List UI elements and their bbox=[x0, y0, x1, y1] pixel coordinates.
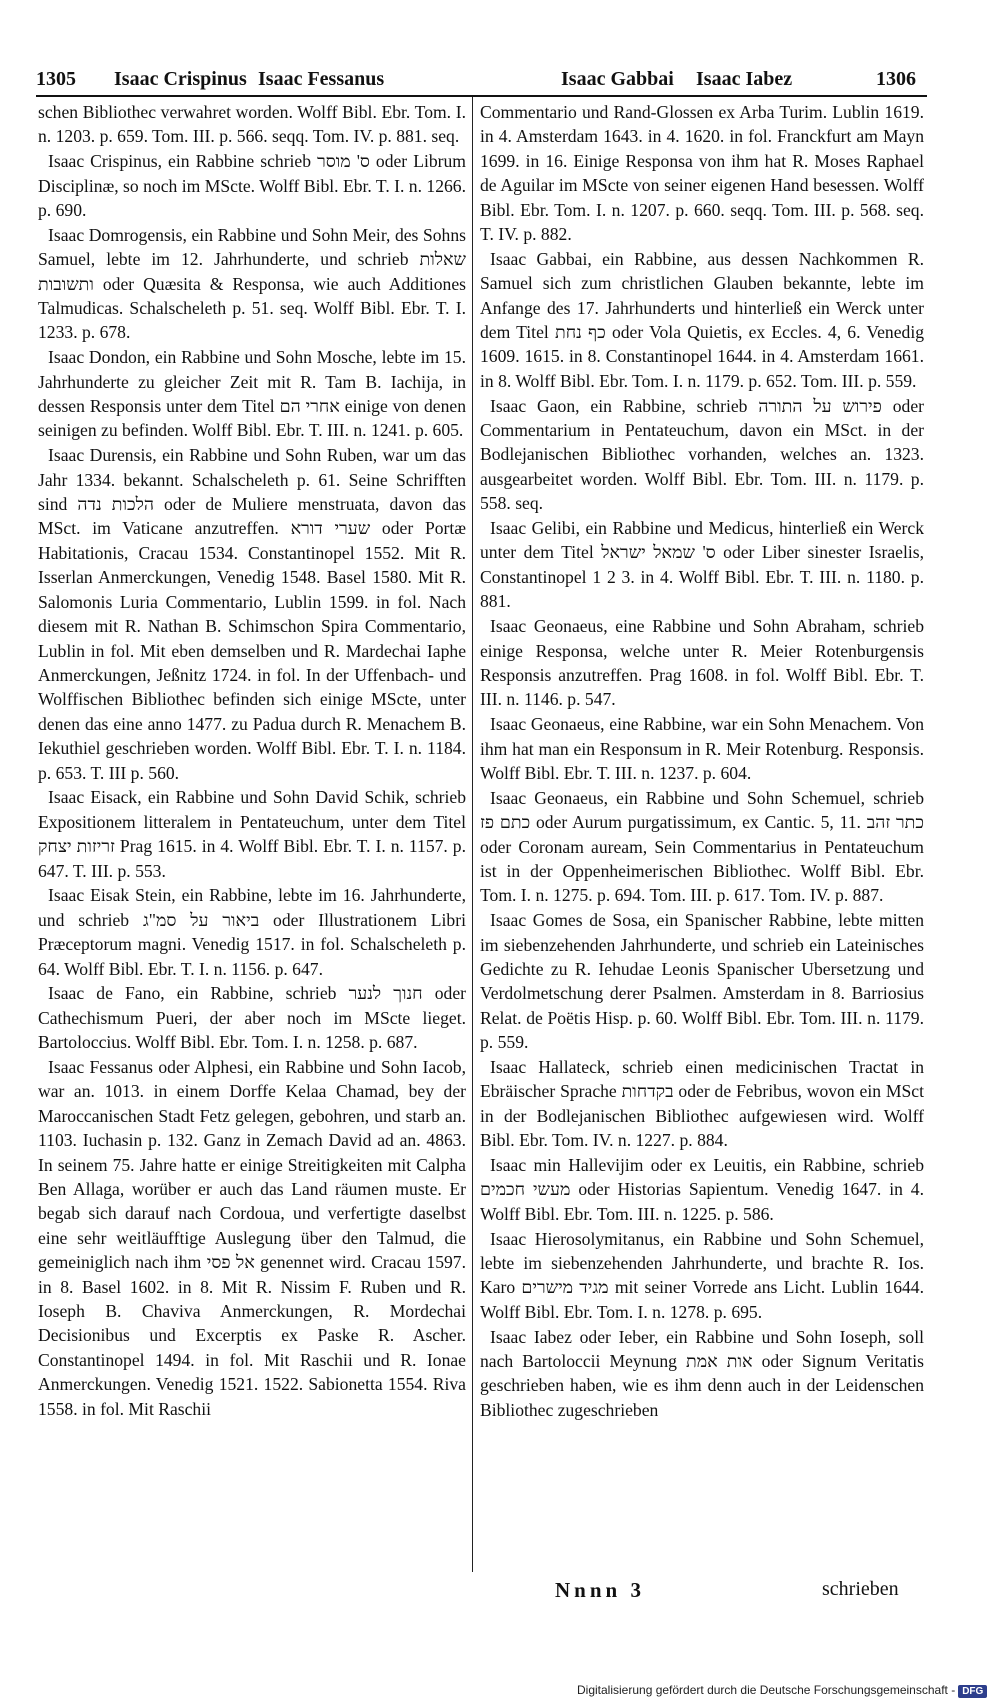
entry-paragraph: Isaac de Fano, ein Rabbine, schrieb חנוך לנער oder Cathechismum Pueri, der aber noch im MScte lieget. Bartoloccius. Wolff Bibl. Ebr. Tom. I. n. 1258. p. 687. bbox=[38, 983, 466, 1053]
running-header bbox=[36, 62, 940, 92]
entry-paragraph: Isaac min Hallevijim oder ex Leuitis, ein Rabbine, schrieb מעשי חכמים oder Historias Sapientum. Venedig 1647. in 4. Wolff Bibl. Ebr. Tom. III. n. 1225. p. 586. bbox=[480, 1154, 924, 1224]
entry-paragraph: Isaac Iabez oder Ieber, ein Rabbine und Sohn Ioseph, soll nach Bartoloccii Meynung אות אמת oder Signum Veritatis geschrieben haben, wie es ihm denn auch in der Leidenschen Bibliothec zugeschrieben bbox=[480, 1326, 924, 1420]
page-number-left: 1305 bbox=[36, 68, 76, 90]
left-heading-1: Isaac Crispinus bbox=[114, 68, 247, 90]
entry-paragraph: Isaac Geonaeus, ein Rabbine und Sohn Schemuel, schrieb כתם פז oder Aurum purgatissimum, ex Cantic. 5, 11. כתר זהב oder Coronam auream, Sein Commentarius in Pentateuchum ist in der Oppenheimerischen Bibliothec. Wolff Bibl. Ebr. Tom. I. n. 1275. p. 694. Tom. III. p. 617. Tom. IV. p. 887. bbox=[480, 787, 924, 906]
entry-paragraph: Isaac Fessanus oder Alphesi, ein Rabbine und Sohn Iacob, war an. 1013. in einem Dorffe Kelaa Chamad, bey der Maroccanischen Stadt Fetz gelegen, gebohren, und starb an. 1103. Iuchasin p. 132. Ganz in Zemach David ad an. 4863. In seinem 75. Jahre hatte er einige Streitigkeiten mit Calpha Ben Allaga, worüber er auch das Land räumen muste. Er begab sich darauf nach Cordoua, und verfertigte daselbst eine sehr weitläufftige Auslegung über den Talmud, die gemeiniglich nach ihm אל פסי genennet wird. Cracau 1597. in 8. Basel 1602. in 8. Mit R. Nissim F. Ruben und R. Ioseph B. Chaviva Anmerckungen, R. Mordechai Decisionibus und Excerptis ex Paske R. Ascher. Constantinopel 1494. in fol. Mit Raschii und R. Ionae Anmerckungen. Venedig 1521. 1522. Sabionetta 1554. Riva 1558. in fol. Mit Raschii bbox=[38, 1056, 466, 1419]
entry-paragraph: Isaac Gabbai, ein Rabbine, aus dessen Nachkommen R. Samuel sich zum christlichen Glauben bekannte, lebte im Anfange des 17. Jahrhunderts und hinterließ ein Werck unter dem Titel כף נחת oder Vola Quietis, ex Eccles. 4, 6. Venedig 1609. 1615. in 8. Constantinopel 1644. in 4. Amsterdam 1661. in 8. Wolff Bibl. Ebr. Tom. I. n. 1179. p. 652. Tom. III. p. 559. bbox=[480, 248, 925, 391]
entry-paragraph: Isaac Hallateck, schrieb einen medicinischen Tractat in Ebräischer Sprache בקדחות oder de Febribus, wovon ein MSct in der Bodlejanischen Bibliothec aufgewiesen wird. Wolff Bibl. Ebr. Tom. IV. n. 1227. p. 884. bbox=[480, 1056, 924, 1151]
entry-paragraph: schen Bibliothec verwahret worden. Wolff Bibl. Ebr. Tom. I. n. 1203. p. 659. Tom. III. p. 566. seqq. Tom. IV. p. 881. seq. bbox=[38, 102, 466, 147]
right-column bbox=[480, 100, 924, 1423]
right-heading-2: Isaac Iabez bbox=[696, 68, 793, 90]
entry-paragraph: Isaac Geonaeus, eine Rabbine und Sohn Abraham, schrieb einige Responsa, welche unter R. Meier Rotenburgensis Responsis anzutreffen. Prag 1608. in fol. Wolff Bibl. Ebr. T. III. n. 1146. p. 547. bbox=[480, 616, 924, 710]
entry-paragraph: Isaac Gelibi, ein Rabbine und Medicus, hinterließ ein Werck unter dem Titel ס' שמאל ישראל oder Liber sinester Israelis, Constantinopel 1 2 3. in 4. Wolff Bibl. Ebr. T. III. n. 1180. p. 881. bbox=[480, 518, 924, 612]
signature-mark: Nnnn 3 bbox=[555, 1578, 645, 1602]
entry-paragraph: Commentario und Rand-Glossen ex Arba Turim. Lublin 1619. in 4. Amsterdam 1643. in 4. 1620. in fol. Franckfurt am Mayn 1699. in 16. Einige Responsa von ihm hat R. Moses Raphael de Aguilar im MScte von seiner eigenen Hand besessen. Wolff Bibl. Ebr. Tom. I. n. 1207. p. 660. seqq. Tom. III. p. 568. seq. T. IV. p. 882. bbox=[480, 102, 924, 245]
right-heading-1: Isaac Gabbai bbox=[561, 68, 674, 90]
entry-paragraph: Isaac Crispinus, ein Rabbine schrieb ס' מוסר oder Librum Disciplinæ, so noch im MScte. Wolff Bibl. Ebr. T. I. n. 1266. p. 690. bbox=[38, 151, 466, 221]
entry-paragraph: Isaac Domrogensis, ein Rabbine und Sohn Meir, des Sohns Samuel, lebte im 12. Jahrhunderte, und schrieb שאלות ותשובות oder Quæsita & Responsa, wie auch Additiones Talmudicas. Schalscheleth p. 51. seq. Wolff Bibl. Ebr. T. I. 1233. p. 678. bbox=[38, 224, 466, 343]
entry-paragraph: Isaac Hierosolymitanus, ein Rabbine und Sohn Schemuel, lebte im siebenzehenden Jahrhunderte, und brachte R. Ios. Karo מגיד מישרים mit seiner Vorrede ans Licht. Lublin 1644. Wolff Bibl. Ebr. Tom. I. n. 1278. p. 695. bbox=[480, 1228, 924, 1322]
dfg-logo: DFG bbox=[958, 1685, 987, 1698]
entry-paragraph: Isaac Geonaeus, eine Rabbine, war ein Sohn Menachem. Von ihm hat man ein Responsum in R. Meir Rotenburg. Responsis. Wolff Bibl. Ebr. T. III. n. 1237. p. 604. bbox=[480, 714, 924, 783]
credit-text: Digitalisierung gefördert durch die Deutsche Forschungsgemeinschaft - bbox=[577, 1683, 956, 1697]
entry-paragraph: Isaac Gaon, ein Rabbine, schrieb פירוש על התורה oder Commentarium in Pentateuchum, davon ein MSct. in der Bodlejanischen Bibliothec vorhanden, welches an. 1323. ausgearbeitet worden. Wolff Bibl. Ebr. Tom. III. n. 1179. p. 558. seq. bbox=[480, 395, 924, 514]
page-number-right: 1306 bbox=[876, 68, 916, 90]
entry-paragraph: Isaac Durensis, ein Rabbine und Sohn Ruben, war um das Jahr 1334. bekannt. Schalscheleth p. 61. Seine Schrifften sind הלכות נדה oder de Muliere menstruata, davon das MSct. im Vaticane anzutreffen. שערי דורא oder Portæ Habitationis, Cracau 1534. Constantinopel 1552. Mit R. Isserlan Anmerckungen, Venedig 1548. Basel 1580. Mit R. Salomonis Luria Commentario, Lublin 1599. in fol. Nach diesem mit R. Nathan B. Schimschon Spira Commentario, Lublin in fol. Mit eben demselben und R. Mardechai Iaphe Anmerckungen, Jeßnitz 1724. in fol. In der Uffenbach- und Wolffischen Bibliothec befinden sich einige MScte, unter denen das eine anno 1477. zu Padua durch R. Menachem B. Iekuthiel geschrieben worden. Wolff Bibl. Ebr. T. I. n. 1184. p. 653. T. III p. 560. bbox=[38, 445, 467, 783]
entry-paragraph: Isaac Eisak Stein, ein Rabbine, lebte im 16. Jahrhunderte, und schrieb ביאור על סמ"ג oder Illustrationem Libri Præceptorum magni. Venedig 1517. in fol. Schalscheleth p. 64. Wolff Bibl. Ebr. T. I. n. 1156. p. 647. bbox=[38, 885, 466, 979]
column-divider bbox=[472, 97, 473, 1572]
header-rule bbox=[36, 95, 927, 97]
left-heading-2: Isaac Fessanus bbox=[258, 68, 385, 90]
entry-paragraph: Isaac Gomes de Sosa, ein Spanischer Rabbine, lebte mitten im siebenzehenden Jahrhunderte, und schrieb ein Lateinisches Gedichte zu R. Iehudae Leonis Spanischer Ubersetzung und Verdolmetschung derer Psalmen. Amsterdam in 8. Barriosius Relat. de Poëtis Hisp. p. 60. Wolff Bibl. Ebr. Tom. III. n. 1179. p. 559. bbox=[480, 910, 924, 1053]
entry-paragraph: Isaac Eisack, ein Rabbine und Sohn David Schik, schrieb Expositionem litteralem in Pentateuchum, unter dem Titel זריזות יצחק Prag 1615. in 4. Wolff Bibl. Ebr. T. I. n. 1157. p. 647. T. III. p. 553. bbox=[38, 787, 466, 881]
catchword: schrieben bbox=[822, 1578, 899, 1600]
digitization-credit bbox=[577, 1683, 987, 1698]
left-column bbox=[38, 100, 466, 1421]
entry-paragraph: Isaac Dondon, ein Rabbine und Sohn Mosche, lebte im 15. Jahrhunderte zu gleicher Zeit mit R. Tam B. Iachija, in dessen Responsis unter dem Titel אחרי הם einige von denen seinigen zu befinden. Wolff Bibl. Ebr. T. III. n. 1241. p. 605. bbox=[38, 347, 466, 441]
